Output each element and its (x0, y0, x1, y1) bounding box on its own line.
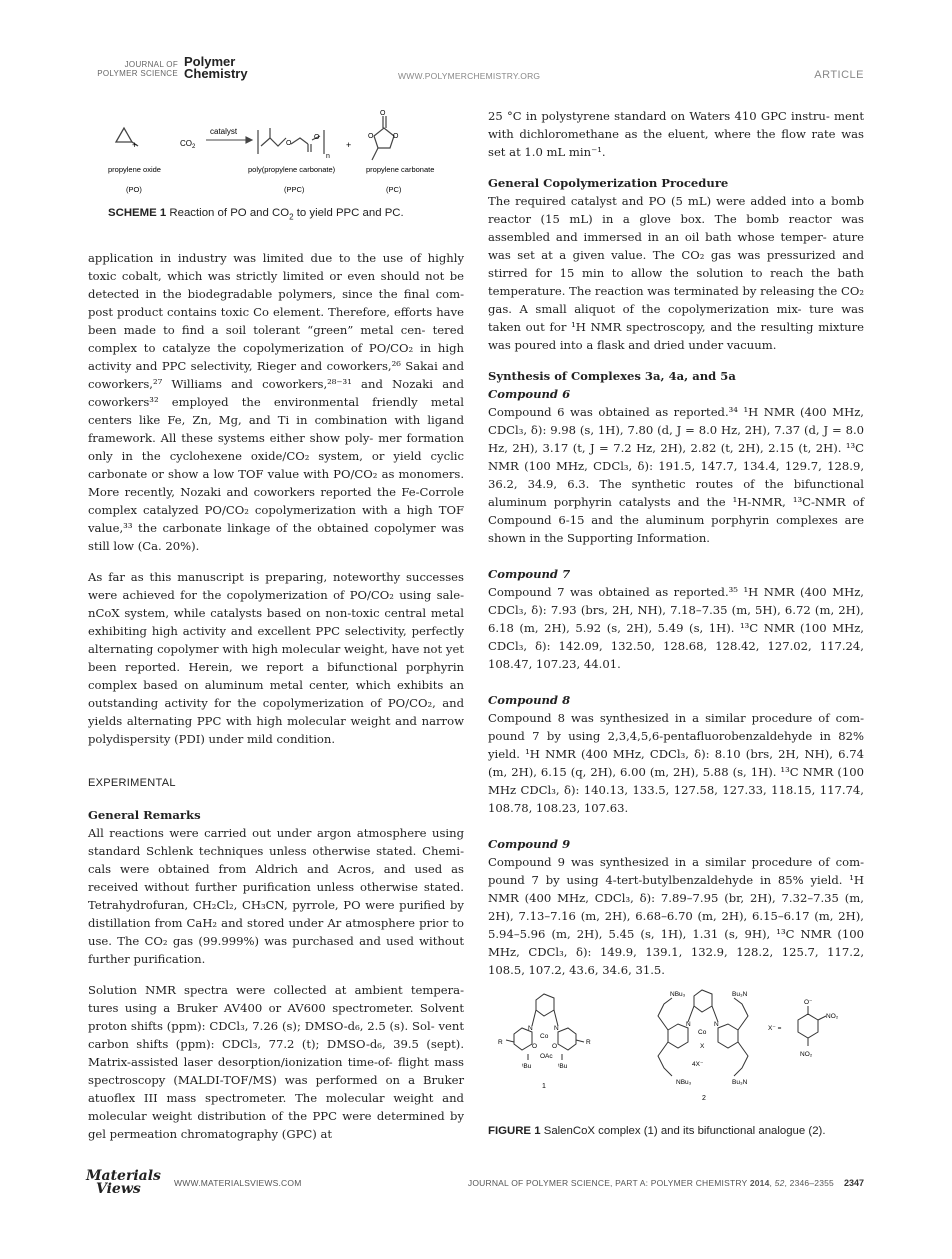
svg-text:O: O (286, 140, 292, 147)
text-line: (m, 2H), 6.18 (m, 2H), 5.92 (s, 2H), 5.49 (s, 1H). ¹³C NMR (488, 603, 864, 635)
text-line: proton shifts (ppm): CDCl₃, 7.26 (s); DMSO-d₆, 2.5 (s). Sol- (88, 1019, 439, 1033)
compound-8-heading: Compound 8 (488, 693, 571, 707)
scheme-co2: $CO_2$ (180, 139, 196, 150)
header-url[interactable]: WWW.POLYMERCHEMISTRY.ORG (398, 71, 541, 81)
text-line: Compound 7 was obtained as reported.³⁵ ¹H NMR (400 (488, 585, 833, 599)
ppc-name: poly(propylene carbonate) (248, 165, 336, 174)
fig-no2-b: NO₂ (800, 1051, 813, 1058)
compound-6-paragraph (488, 403, 864, 547)
text-line: complex based on aluminum metal center, which exhibits an (88, 678, 464, 692)
text-line: complexes are shown in the Supporting Information. (488, 513, 864, 545)
text-line: bifunctional aluminum porphyrin catalysts and the ¹H-NMR, (488, 477, 864, 509)
text-line: Tetrahydrofuran, CH₂Cl₂, CH₃CN, pyrrole, PO were purified (88, 898, 451, 912)
intro-paragraph-1 (88, 249, 464, 555)
compound-7-heading: Compound 7 (488, 567, 571, 581)
scheme-catalyst: catalyst (210, 127, 238, 136)
subheading-synthesis: Synthesis of Complexes 3a, 4a, and 5a (488, 369, 736, 383)
text-line: 117.24, 108.47, 107.23, 44.01. (488, 639, 864, 671)
fig-tbu1: ᵗBu (522, 1063, 532, 1070)
right-column (488, 107, 864, 992)
svg-text:O: O (368, 133, 374, 140)
text-line: high activity and PPC selectivity, Rieger and coworkers,²⁶ (88, 341, 464, 373)
fig-o2: O (552, 1043, 558, 1050)
text-line: alternating copolymer with high molecular weight, have not (88, 642, 446, 656)
fig-n1: N (528, 1025, 533, 1032)
text-line: NMR (400 MHz, CDCl₃, δ): 7.89–7.95 (br, 2H), 7.32–7.35 (m, (488, 891, 864, 905)
journal-line-2: POLYMER SCIENCE (97, 69, 178, 78)
text-line: outstanding activity for the copolymerization of PO/CO₂, and (88, 696, 464, 710)
repeat-unit-n: n (326, 153, 330, 160)
text-line: yield. ¹H NMR (400 MHz, CDCl₃, δ): 8.10 (brs, 2H, NH), 6.74 (488, 747, 864, 761)
text-line: (sept). Matrix-assisted laser desorption/ionization time-of- (88, 1037, 464, 1069)
publisher-logo (86, 1170, 161, 1196)
intro-paragraph-2 (88, 568, 464, 748)
po-name: propylene oxide (108, 165, 161, 174)
text-line: (100 MHz CDCl₃, δ): 140.13, 133.5, 127.58, 127.33, 118.15, (488, 765, 864, 797)
figure-1-caption: FIGURE 1 SalenCoX complex (1) and its bifunctional analogue (2). (488, 1125, 826, 1137)
text-line: nCoX system, while catalysts based on non-toxic central metal (88, 606, 464, 620)
text-line: 117.74, 108.78, 108.23, 107.63. (488, 783, 864, 815)
fig-co1: Co (540, 1033, 549, 1040)
text-line: bomb reactor (15 mL) in a glove box. The bomb reactor (488, 194, 864, 226)
svg-text:O: O (393, 133, 399, 140)
footer-citation: JOURNAL OF POLYMER SCIENCE, PART A: POLYMER CHEMISTRY 2014, 52, 2346–2355 (467, 1178, 834, 1188)
text-line: the CO₂ gas. A small aliquot of the copolymerization mix- (488, 284, 865, 316)
text-line: 2H). ¹³C NMR (100 MHz, CDCl₃, δ): 191.5, 147.7, 134.4, (488, 441, 864, 473)
fig-o1: O (532, 1043, 538, 1050)
text-line: Solution NMR spectra were collected at ambient tempera- (88, 983, 464, 997)
text-line: detected in the biodegradable polymers, since the final com- (88, 287, 464, 301)
text-line: yields alternating PPC with high molecular weight and narrow (88, 714, 464, 728)
fig-n2: N (554, 1025, 559, 1032)
text-line: by distillation from CaH₂ and stored under Ar atmosphere (88, 898, 464, 930)
fig-n3: N (686, 1021, 691, 1028)
text-line: ture was taken out for ¹H NMR spectroscopy, and the (488, 302, 864, 334)
pc-abbr: (PC) (386, 185, 402, 194)
text-line: MHz, CDCl₃, δ): 7.93 (brs, 2H, NH), 7.18–7.35 (m, 5H), 6.72 (488, 585, 864, 617)
text-line: received without further purification unless otherwise stated. (88, 880, 464, 894)
fig-no2-a: NO₂ (826, 1013, 839, 1020)
text-line: Compound 8 was synthesized in a similar procedure of com- (488, 711, 864, 725)
text-line: bath temperature. The reaction was terminated by releasing (488, 266, 864, 298)
general-remarks-paragraph (88, 824, 464, 968)
fig-xminus: X⁻ = (768, 1025, 782, 1032)
nitrophenolate-structure (798, 1006, 826, 1046)
brand-line-2: Chemistry (184, 66, 248, 81)
text-line: prior to use. The CO₂ gas (99.999%) was purchased and (88, 916, 464, 948)
text-line: polydispersity (PDI) under mild condition. (88, 732, 336, 746)
text-line: weight and molecular weight distribution of the PPC were (88, 1091, 464, 1123)
text-line: determined by gel permeation chromatography (GPC) at (88, 1109, 464, 1141)
text-line: Sakai and coworkers,²⁷ Williams and coworkers,²⁸⁻³¹ and (88, 359, 464, 391)
text-line: rate was set at 1.0 mL min⁻¹. (488, 127, 864, 159)
compound-9-paragraph (488, 853, 864, 979)
fig-oac: OAc (540, 1053, 553, 1060)
text-line: tered complex to catalyze the copolymerization of PO/CO₂ in (88, 323, 464, 355)
po-abbr: (PO) (126, 185, 142, 194)
brand-line-1: Polymer (184, 54, 236, 69)
scheme-plus-2: + (346, 140, 352, 150)
text-line: as monomers. More recently, Nozaki and coworkers reported (88, 467, 465, 499)
text-line: 2H), 7.13–7.16 (m, 2H), 6.68–6.70 (m, 2H), 6.15–6.17 (m, (488, 909, 839, 923)
figure-1-graphic (488, 986, 864, 1116)
section-label: ARTICLE (814, 69, 864, 81)
text-line: toxic cobalt, which was strictly limited or even should not be (88, 269, 464, 283)
text-line: vent carbon shifts (ppm): CDCl₃, 77.2 (t); DMSO-d₆, 39.5 (88, 1019, 464, 1051)
compound-7-paragraph (488, 583, 864, 673)
text-line: on a Bruker atuoflex III mass spectrometer. The molecular (88, 1073, 464, 1105)
pc-name: propylene carbonate (366, 165, 435, 174)
text-line: The required catalyst and PO (5 mL) were added into a (488, 194, 832, 208)
text-line: mer formation only in the cyclohexene oxide/CO₂ system, or (88, 431, 464, 463)
ppc-abbr: (PPC) (284, 185, 305, 194)
text-line: Compound 6 was obtained as reported.³⁴ ¹H NMR (400 (488, 405, 833, 419)
logo-line-1: Materials (86, 1168, 161, 1184)
svg-text:O: O (314, 134, 320, 141)
text-line: vacuum. (726, 338, 777, 352)
text-line: with a high TOF value,³³ the carbonate linkage of the (88, 503, 465, 535)
text-line: obtained copolymer was still low (Ca. 20%). (88, 521, 464, 553)
text-line: Compound 9 was synthesized in a similar procedure of com- (488, 855, 864, 869)
text-line: MHz, CDCl₃, δ): 9.98 (s, 1H), 7.80 (d, J = 8.0 Hz, 2H), 7.37 (d, (488, 405, 864, 437)
text-line: and stirred for 15 min to allow the solution to reach the (488, 248, 864, 280)
fig-x: X (700, 1043, 705, 1050)
left-column (88, 249, 464, 1156)
salen-complex-1 (506, 994, 584, 1060)
section-heading-experimental: EXPERIMENTAL (88, 777, 176, 789)
fig-nbu3-b: NBu₃ (676, 1079, 692, 1086)
text-line: application in industry was limited due to the use of highly (88, 251, 464, 265)
text-line: used without further purification. (88, 934, 464, 966)
logo-line-2: Views (96, 1181, 141, 1197)
text-line: Nozaki and coworkers³² employed the environmental (88, 377, 464, 409)
text-line: yet been reported. Herein, we report a bifunctional porphyrin (88, 642, 464, 674)
text-line: with ligand framework. All these systems either show poly- (88, 413, 464, 445)
svg-text:O: O (380, 110, 386, 117)
text-line: resulting mixture was poured into a flask and dried under (488, 320, 864, 352)
fig-bu3n-a: Bu₃N (732, 991, 748, 998)
journal-name (88, 60, 178, 78)
text-line: flight mass spectroscopy (MALDI-TOF/MS) was performed (88, 1055, 465, 1087)
text-line: J = 8.0 Hz, 2H), 3.17 (t, J = 7.2 Hz, 2H), 2.82 (t, 2H), 2.15 (t, (488, 423, 865, 455)
text-line: cals were obtained from Aldrich and Acros, and used as (88, 862, 464, 876)
text-line: 108.5, 107.2, 43.6, 34.6, 31.5. (488, 963, 665, 977)
text-line: (100 MHz, CDCl₃, δ): 142.09, 132.50, 128.68, 128.42, 127.02, (488, 621, 864, 653)
fig-r2: R (586, 1039, 591, 1046)
compound-9-heading: Compound 9 (488, 837, 571, 851)
reaction-arrow (206, 137, 252, 143)
text-line: friendly metal centers like Fe, Zn, Mg, and Ti in combination (88, 395, 464, 427)
text-line: standard Schlenk techniques unless otherwise stated. Chemi- (88, 844, 464, 858)
fig-bu3n-b: Bu₃N (732, 1079, 748, 1086)
text-line: tures using a Bruker AV400 or AV600 spectrometer. Solvent (88, 1001, 464, 1015)
text-line: 129.7, 128.9, 36.2, 34.9, 6.3. The synthetic routes of the (488, 459, 865, 491)
text-line: pound 7 by using 4-tert-butylbenzaldehyde in 85% yield. ¹H (488, 873, 864, 887)
copolymerization-paragraph (488, 192, 864, 354)
text-line: ment with dichloromethane as the eluent, where the flow (488, 109, 864, 141)
text-line: ature was set at a given value. The CO₂ gas was pressurized (488, 230, 864, 262)
compound-label-1: 1 (542, 1083, 546, 1090)
fig-tbu2: ᵗBu (558, 1063, 568, 1070)
gpc-paragraph-continued (488, 107, 864, 161)
scheme-plus-1: + (132, 140, 138, 150)
text-line: As far as this manuscript is preparing, noteworthy successes (88, 570, 464, 584)
text-line: was assembled and immersed in an oil bath whose temper- (488, 212, 864, 244)
subheading-copolymerization: General Copolymerization Procedure (488, 176, 729, 190)
text-line: All reactions were carried out under argon atmosphere using (88, 826, 464, 840)
text-line: yield cyclic carbonate or show a low TOF value with PO/CO₂ (88, 449, 464, 481)
text-line: (m, 2H), 6.15 (q, 2H), 6.00 (m, 2H), 5.88 (s, 1H). ¹³C NMR (488, 765, 838, 779)
pc-structure (372, 116, 394, 160)
text-line: 2H), 5.94–5.96 (m, 2H), 5.45 (s, 1H), 1.31 (s, 9H), ¹³C NMR (488, 909, 864, 941)
nmr-paragraph (88, 981, 464, 1143)
journal-brand (184, 56, 248, 80)
text-line: pound 7 by using 2,3,4,5,6-pentafluorobenzaldehyde in 82% (488, 729, 864, 743)
text-line: exhibiting high activity and excellent PPC selectivity, perfectly (88, 624, 464, 638)
text-line: have been made to find a soil tolerant “green” metal cen- (88, 305, 464, 337)
text-line: (100 MHz, CDCl₃, δ): 149.9, 139.1, 132.9, 128.2, 125.7, 117.2, (488, 927, 864, 959)
fig-co2: Co (698, 1029, 707, 1036)
compound-label-2: 2 (702, 1095, 706, 1102)
fig-nbu3-a: NBu₃ (670, 991, 686, 998)
fig-ominus: O⁻ (804, 999, 813, 1006)
footer-url[interactable]: WWW.MATERIALSVIEWS.COM (174, 1178, 302, 1188)
compound-6-heading: Compound 6 (488, 387, 571, 401)
scheme-caption: SCHEME 1 Reaction of PO and $CO_2$ to yield PPC and PC. (108, 207, 404, 222)
journal-line-1: JOURNAL OF (124, 60, 178, 69)
subheading-general-remarks: General Remarks (88, 808, 201, 822)
text-line: post product contains toxic Co element. Therefore, efforts (88, 305, 437, 319)
fig-r1: R (498, 1039, 503, 1046)
text-line: the Fe-Corrole complex catalyzed PO/CO₂ copolymerization (88, 485, 464, 517)
text-line: ¹³C-NMR of Compound 6-15 and the aluminum porphyrin (488, 495, 864, 527)
page-number: 2347 (843, 1178, 864, 1188)
compound-8-paragraph (488, 709, 864, 817)
text-line: were achieved for the copolymerization of PO/CO₂ using sale- (88, 588, 464, 602)
fig-n4: N (714, 1021, 719, 1028)
fig-4x: 4X⁻ (692, 1061, 704, 1068)
text-line: 25 °C in polystyrene standard on Waters 410 GPC instru- (488, 109, 835, 123)
